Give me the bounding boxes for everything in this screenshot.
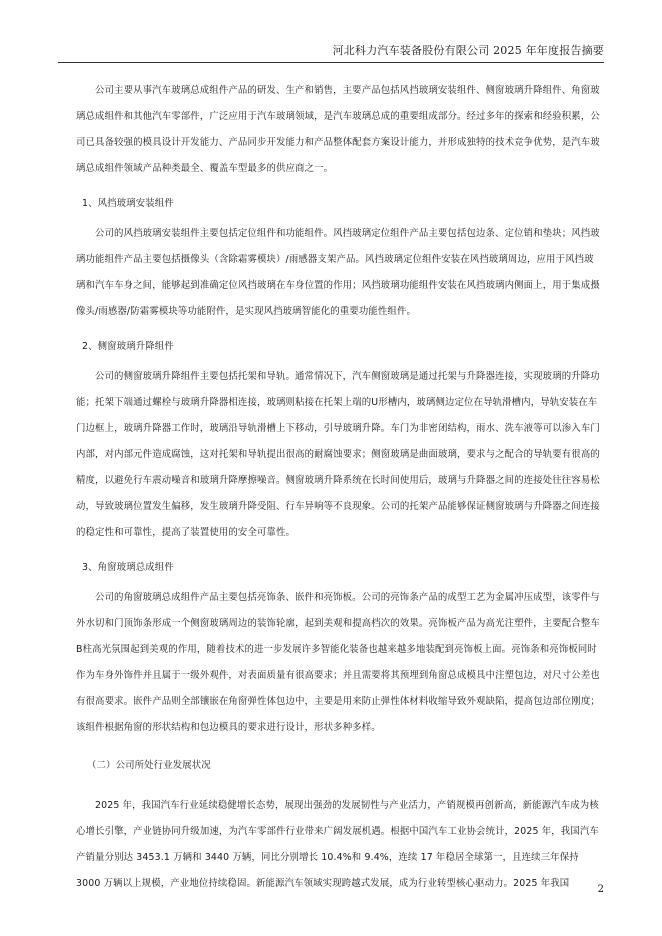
page-number: 2 <box>597 884 604 895</box>
report-header <box>58 40 604 63</box>
section-2-paragraph: 公司的侧窗玻璃升降组件主要包括托架和导轨。通常情况下，汽车侧窗玻璃是通过托架与升降器连接，实现玻璃的升降功能；托架下端通过螺栓与玻璃升降器相连接，玻璃则粘接在托架上端的U形槽内，玻璃侧边定位在导轨滑槽内，导轨安装在车门边框上，玻璃升降器工作时，玻璃沿导轨滑槽上下移动，引导玻璃升降。车门为非密闭结构，雨水、洗车液等可以渗入车门内部，对内部元件造成腐蚀，这对托架和导轨提出很高的耐腐蚀要求；侧窗玻璃是曲面玻璃，要求与之配合的导轨要有很高的精度，以避免行车震动噪音和玻璃升降摩擦噪音。侧窗玻璃升降系统在长时间使用后，玻璃与升降器之间的连接处往往容易松动，导致玻璃位置发生偏移，发生玻璃升降受阻、行车异响等不良现象。公司的托架产品能够保证侧窗玻璃与升降器之间连接的稳定性和可靠性，提高了装置使用的安全可靠性。 <box>76 371 600 538</box>
section-3-paragraph: 公司的角窗玻璃总成组件产品主要包括亮饰条、嵌件和亮饰板。公司的亮饰条产品的成型工艺为金属冲压成型，该零件与外水切和门顶饰条形成一个侧窗玻璃周边的装饰轮廓，起到美观和提高档次的效果。亮饰板产品为高光注塑件，主要配合整车B柱高光氛围起到美观的作用，随着技术的进一步发展许多智能化装备也越来越多地装配到亮饰板上面。亮饰条和亮饰板同时作为车身外饰件并且属于一级外观件，对表面质量有很高要求；并且需要将其预埋到角窗总成模具中注塑包边，对尺寸公差也有很高要求。嵌件产品则全部镶嵌在角窗弹性体包边中，主要是用来防止弹性体材料收缩导致外观缺陷，提高包边部位刚度；该组件根据角窗的形状结构和包边模具的要求进行设计，形状多种多样。 <box>76 592 600 733</box>
section-2-heading: 2、侧窗玻璃升降组件 <box>82 341 174 352</box>
document-body <box>76 78 600 906</box>
industry-section-heading: （二）公司所处行业发展状况 <box>87 760 211 771</box>
section-1-paragraph: 公司的风挡玻璃安装组件主要包括定位组件和功能组件。风挡玻璃定位组件产品主要包括包边条、定位销和垫块；风挡玻璃功能组件产品主要包括摄像头（含除霜雾模块）/雨感器支架产品。风挡玻璃定位组件安装在风挡玻璃周边，应用于风挡玻璃和汽车车身之间，能够起到准确定位风挡玻璃在车身位置的作用；风挡玻璃功能组件安装在风挡玻璃内侧面上，用于集成摄像头/雨感器/防霜雾模块等功能附件，是实现风挡玻璃智能化的重要功能性组件。 <box>76 228 600 317</box>
section-1-heading: 1、风挡玻璃安装组件 <box>82 198 174 209</box>
section-3-heading: 3、角窗玻璃总成组件 <box>82 562 174 573</box>
industry-paragraph: 2025 年，我国汽车行业延续稳健增长态势，展现出强劲的发展韧性与产业活力，产销规模再创新高，新能源汽车成为核心增长引擎，产业链协同升级加速，为汽车零部件行业带来广阔发展机遇。根据中国汽车工业协会统计，2025 年，我国汽车产销量分别达 3453.1 万辆和 3440 万辆，同比分别增长 10.4%和 9.4%，连续 17 年稳居全球第一，且连续三年保持 3000 万辆以上规模，产业地位持续稳固。新能源汽车领域实现跨越式发展，成为行业转型核心驱动力。2025 年我国 <box>76 800 599 889</box>
report-header-title: 河北科力汽车装备股份有限公司 2025 年年度报告摘要 <box>332 44 604 57</box>
intro-paragraph: 公司主要从事汽车玻璃总成组件产品的研发、生产和销售，主要产品包括风挡玻璃安装组件、侧窗玻璃升降组件、角窗玻璃总成组件和其他汽车零部件，广泛应用于汽车玻璃领域，是汽车玻璃总成的重要组成部分。经过多年的探索和经验积累，公司已具备较强的模具设计开发能力、产品同步开发能力和产品整体配套方案设计能力，并形成独特的技术竞争优势，是汽车玻璃总成组件领域产品种类最全、覆盖车型最多的供应商之一。 <box>76 85 600 174</box>
